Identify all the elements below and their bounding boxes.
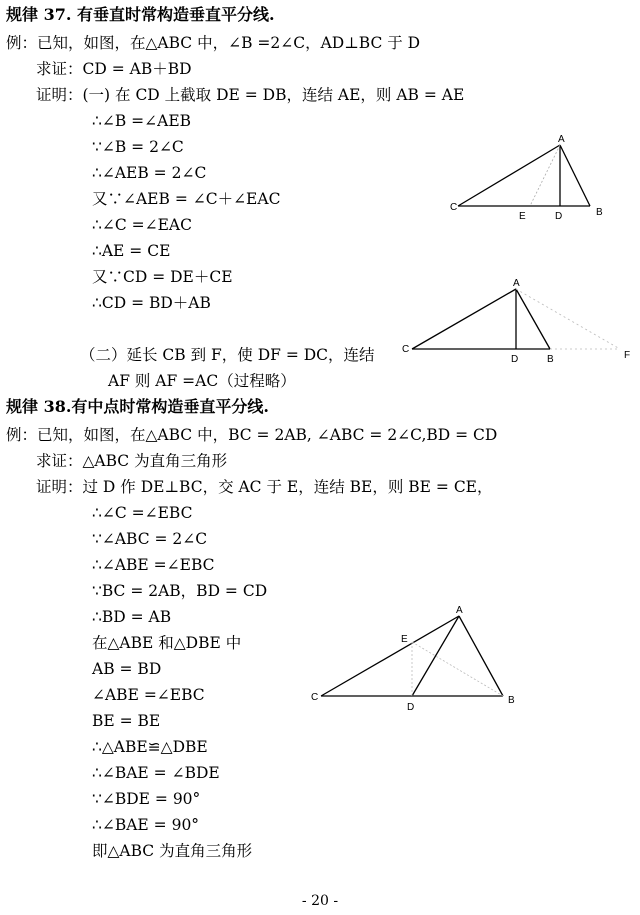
rule37-prove: 求证：CD = AB＋BD — [36, 60, 192, 78]
rule38-example: 例：已知，如图，在△ABC 中，BC = 2AB, ∠ABC = 2∠C,BD = CD — [6, 426, 498, 444]
fig1-label-b: B — [596, 207, 603, 218]
fig3-label-c: C — [311, 692, 319, 703]
rule38-step: ∴∠C =∠EBC — [92, 504, 193, 522]
figure-3-triangle — [305, 600, 530, 715]
rule37-step: ∴AE = CE — [92, 242, 171, 260]
rule37-method2-line1: （二）延长 CB 到 F，使 DF = DC，连结 — [80, 346, 375, 364]
rule38-step: 即△ABC 为直角三角形 — [92, 842, 253, 860]
figure-2-triangle — [398, 275, 638, 370]
fig2-label-f: F — [624, 350, 631, 361]
figure-1-triangle — [440, 130, 620, 225]
fig1-segment-ca — [458, 145, 560, 206]
rule37-example: 例：已知，如图，在△ABC 中，∠B =2∠C，AD⊥BC 于 D — [6, 34, 421, 52]
rule37-step: ∵∠B = 2∠C — [92, 138, 184, 156]
fig1-label-e: E — [519, 211, 526, 222]
fig2-label-b: B — [547, 354, 554, 365]
rule37-step: ∴CD = BD＋AB — [92, 294, 211, 312]
fig1-label-c: C — [450, 202, 458, 213]
fig3-segment-be — [412, 642, 503, 696]
fig3-label-b: B — [508, 695, 515, 706]
rule38-step: ∴BD = AB — [92, 608, 172, 626]
rule37-step: ∴∠C =∠EAC — [92, 216, 192, 234]
fig3-label-a: A — [456, 605, 463, 616]
rule38-step: BE = BE — [92, 712, 161, 730]
fig1-segment-ab — [560, 145, 590, 206]
rule38-step: ∴△ABE≌△DBE — [92, 738, 208, 756]
rule38-proof-intro: 证明：过 D 作 DE⊥BC，交 AC 于 E，连结 BE，则 BE = CE， — [36, 478, 493, 496]
fig2-label-a: A — [513, 278, 520, 289]
rule37-step: 又∵∠AEB = ∠C＋∠EAC — [92, 190, 281, 208]
rule37-step: 又∵CD = DE＋CE — [92, 268, 233, 286]
fig3-segment-ad — [412, 616, 459, 696]
rule38-step: ∴∠ABE =∠EBC — [92, 556, 215, 574]
fig2-segment-af — [516, 289, 620, 349]
rule38-step: ∴∠BAE = 90° — [92, 816, 200, 834]
rule37-title: 规律 37. 有垂直时常构造垂直平分线. — [6, 5, 275, 24]
rule38-step: ∠ABE =∠EBC — [92, 686, 205, 704]
rule37-method2-line2: AF 则 AF =AC（过程略） — [108, 372, 296, 390]
fig3-segment-ca — [321, 616, 459, 696]
rule38-step: AB = BD — [92, 660, 162, 678]
page-number: - 20 - — [301, 893, 339, 909]
fig3-segment-ab — [459, 616, 503, 696]
fig1-label-d: D — [555, 211, 563, 222]
fig2-label-c: C — [402, 344, 410, 355]
rule37-step: ∴∠B =∠AEB — [92, 112, 192, 130]
fig3-label-e: E — [401, 634, 408, 645]
rule37-proof-intro: 证明：(一) 在 CD 上截取 DE = DB，连结 AE，则 AB = AE — [36, 86, 465, 104]
rule38-step: ∵∠ABC = 2∠C — [92, 530, 208, 548]
rule38-step: ∵BC = 2AB，BD = CD — [92, 582, 268, 600]
rule38-step: ∵∠BDE = 90° — [92, 790, 201, 808]
fig1-label-a: A — [558, 134, 565, 145]
fig2-label-d: D — [511, 354, 519, 365]
fig2-segment-ab — [516, 289, 550, 349]
rule38-step: 在△ABE 和△DBE 中 — [92, 634, 242, 652]
rule37-step: ∴∠AEB = 2∠C — [92, 164, 207, 182]
rule38-prove: 求证：△ABC 为直角三角形 — [36, 452, 228, 470]
fig3-label-d: D — [407, 702, 415, 713]
fig2-segment-ca — [412, 289, 516, 349]
rule38-step: ∴∠BAE = ∠BDE — [92, 764, 220, 782]
rule38-title: 规律 38.有中点时常构造垂直平分线. — [6, 397, 269, 416]
